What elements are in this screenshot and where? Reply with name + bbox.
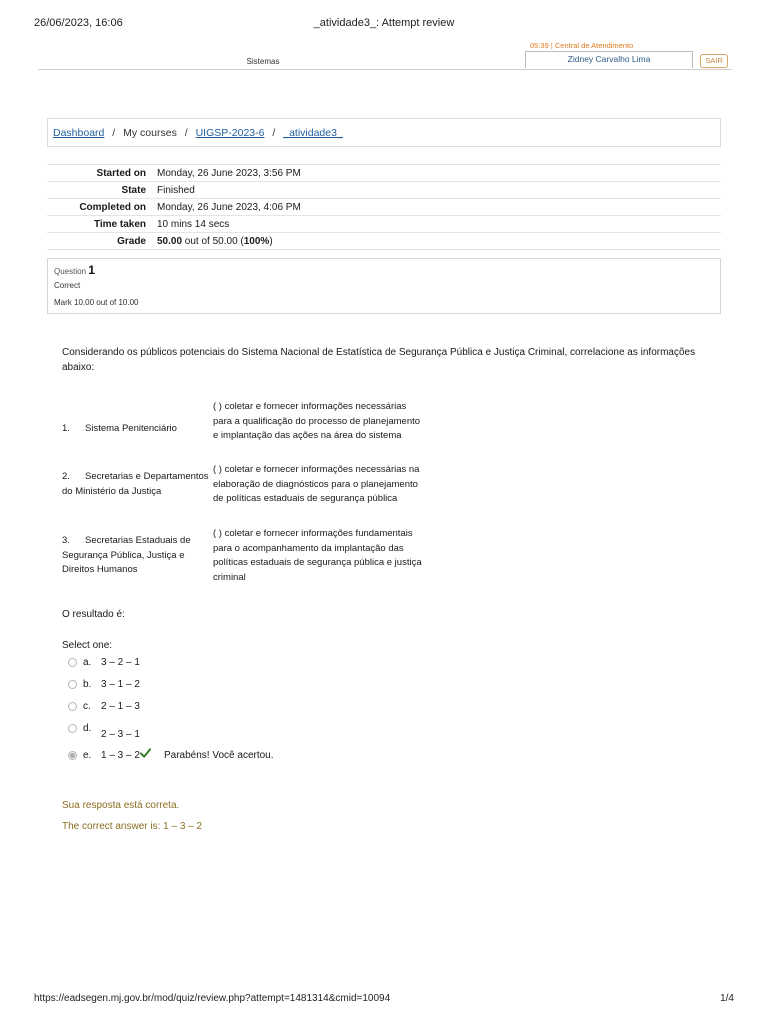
completed-on-label: Completed on <box>79 202 146 213</box>
result-label: O resultado é: <box>62 609 125 620</box>
option-letter: c. <box>83 701 91 712</box>
breadcrumb-dashboard[interactable]: Dashboard <box>53 127 105 139</box>
state-value: Finished <box>157 185 195 196</box>
match-left-text: Secretarias e Departamentos do Ministério da Justiça <box>62 471 209 497</box>
started-on-label: Started on <box>96 168 146 179</box>
grade-close: ) <box>269 236 273 247</box>
match-left-text: Secretarias Estaduais de Segurança Pública, Justiça e Direitos Humanos <box>62 535 191 576</box>
breadcrumb-separator: / <box>184 127 188 139</box>
radio-button[interactable] <box>68 680 77 689</box>
breadcrumb-activity[interactable]: _atividade3_ <box>283 127 343 139</box>
option-feedback: Parabéns! Você acertou. <box>164 750 274 761</box>
table-row <box>47 216 721 233</box>
breadcrumb-separator: / <box>112 127 116 139</box>
grade-percent: 100% <box>243 236 270 247</box>
time-taken-value: 10 mins 14 secs <box>157 219 230 230</box>
match-right-text: ( ) coletar e fornecer informações necessárias para a qualificação do processo de planejamento e implantação das ações na área do sistema <box>213 401 421 442</box>
user-name[interactable]: Zidney Carvalho Lima <box>525 51 693 68</box>
radio-button[interactable] <box>68 724 77 733</box>
topbar <box>38 38 732 70</box>
option-letter: b. <box>83 679 92 690</box>
sistemas-menu[interactable]: Sistemas <box>246 57 280 66</box>
print-header <box>34 17 734 31</box>
match-left <box>62 534 212 578</box>
radio-button[interactable] <box>68 702 77 711</box>
match-left <box>62 422 212 437</box>
match-number: 3. <box>62 535 70 546</box>
completed-on-value: Monday, 26 June 2023, 4:06 PM <box>157 202 301 213</box>
question-text: Considerando os públicos potenciais do Sistema Nacional de Estatística de Segurança Pública e Justiça Criminal, correlacione as informações abaixo: <box>62 347 696 373</box>
print-title: _atividade3_: Attempt review <box>313 17 455 29</box>
started-on-value: Monday, 26 June 2023, 3:56 PM <box>157 168 301 179</box>
attempt-summary-table <box>47 164 721 250</box>
match-left <box>62 470 212 499</box>
option-letter: d. <box>83 723 92 734</box>
option-text: 2 – 1 – 3 <box>101 701 140 712</box>
table-row <box>47 199 721 216</box>
question-prefix: Question <box>54 267 87 276</box>
breadcrumb-course[interactable]: UIGSP-2023-6 <box>195 127 265 139</box>
grade-label: Grade <box>117 236 146 247</box>
match-right-text: ( ) coletar e fornecer informações necessárias na elaboração de diagnósticos para o planejamento de políticas estaduais de segurança pública <box>213 464 420 505</box>
match-right-text: ( ) coletar e fornecer informações fundamentais para o acompanhamento da implantação das políticas estaduais de segurança pública e justiça criminal <box>213 528 422 583</box>
question-number <box>54 263 95 277</box>
radio-button[interactable] <box>68 658 77 667</box>
match-left-text: Sistema Penitenciário <box>85 423 177 434</box>
breadcrumb-separator: / <box>272 127 276 139</box>
option-text: 3 – 2 – 1 <box>101 657 140 668</box>
state-label: State <box>121 185 146 196</box>
print-date: 26/06/2023, 16:06 <box>34 17 123 29</box>
check-icon <box>140 747 151 759</box>
radio-button-selected[interactable] <box>68 751 77 760</box>
select-one-label: Select one: <box>62 640 113 651</box>
time-taken-label: Time taken <box>93 219 146 230</box>
logout-button[interactable]: SAIR <box>700 54 728 68</box>
print-url: https://eadsegen.mj.gov.br/mod/quiz/review.php?attempt=1481314&cmid=10094 <box>34 993 391 1004</box>
match-number: 1. <box>62 423 70 434</box>
option-letter: a. <box>83 657 92 668</box>
general-feedback: Sua resposta está correta. <box>62 800 180 811</box>
central-atendimento[interactable]: 05:39 | Central de Atendimento <box>530 41 634 50</box>
breadcrumb <box>47 118 721 147</box>
question-state: Correct <box>54 281 81 290</box>
table-row <box>47 233 721 250</box>
grade-out-of: out of 50.00 ( <box>182 236 244 247</box>
grade-score: 50.00 <box>157 236 183 247</box>
print-page-number: 1/4 <box>720 993 734 1004</box>
question-info <box>47 258 721 314</box>
option-letter: e. <box>83 750 92 761</box>
option-text: 3 – 1 – 2 <box>101 679 140 690</box>
question-mark: Mark 10.00 out of 10.00 <box>54 298 139 307</box>
option-text: 1 – 3 – 2 <box>101 750 140 761</box>
option-text: 2 – 3 – 1 <box>101 729 140 740</box>
grade-value <box>157 233 273 250</box>
question-number-value: 1 <box>88 263 95 277</box>
match-number: 2. <box>62 471 70 482</box>
table-row <box>47 182 721 199</box>
right-answer: The correct answer is: 1 – 3 – 2 <box>62 821 203 832</box>
table-row <box>47 165 721 182</box>
breadcrumb-my-courses: My courses <box>123 127 177 139</box>
